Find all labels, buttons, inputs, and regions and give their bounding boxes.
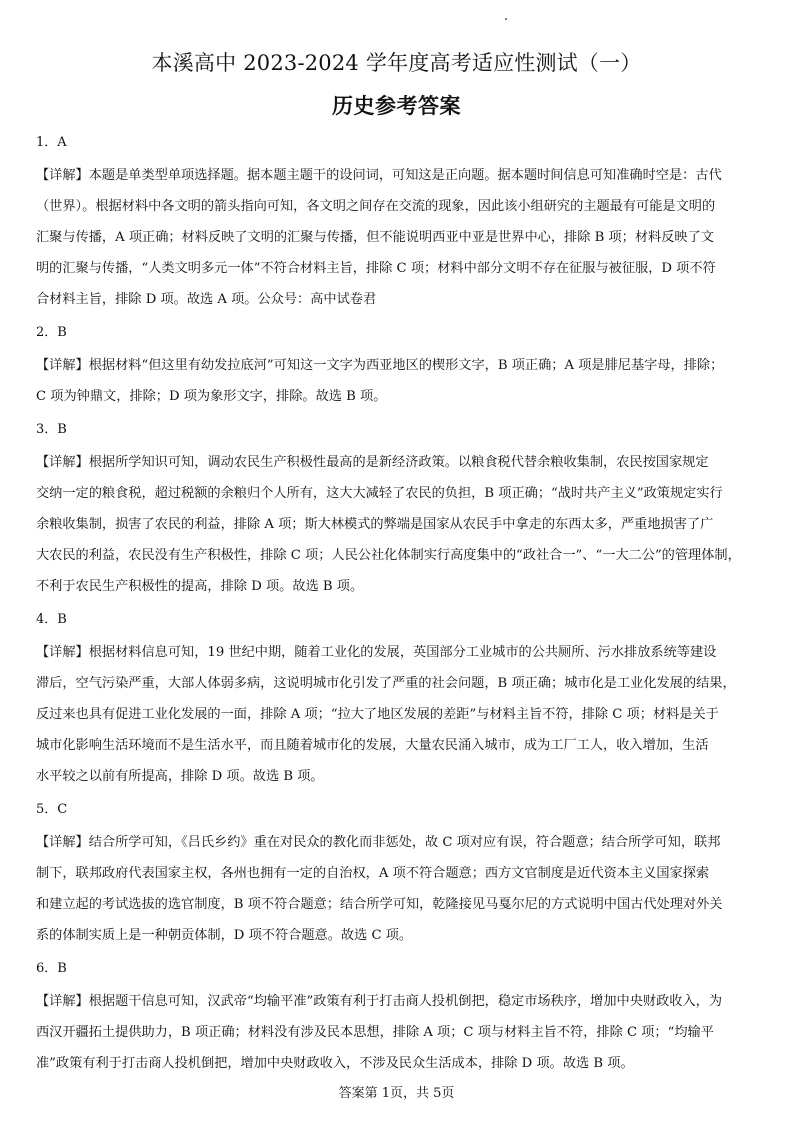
question-answer: 3．B <box>36 422 67 437</box>
explanation-line: 余粮收集制，损害了农民的利益，排除 A 项；斯大林模式的弊端是国家从农民手中拿走的东西太多，严重地损害了广 <box>36 517 714 532</box>
explanation-line: 系的体制实质上是一种朝贡体制，D 项不符合题意。故选 C 项。 <box>36 928 413 943</box>
question-answer: 4．B <box>36 612 67 627</box>
question-block-4 <box>36 610 760 792</box>
explanation-line: 西汉开疆拓土提供助力，B 项正确；材料没有涉及民本思想，排除 A 项；C 项与材料主旨不符，排除 C 项；“均输平 <box>36 1025 714 1040</box>
answers-content <box>36 133 760 1079</box>
explanation-line: 反过来也具有促进工业化发展的一面，排除 A 项；“拉大了地区发展的差距”与材料主旨不符，排除 C 项；材料是关于 <box>36 707 719 722</box>
explanation-line: 【详解】根据所学知识可知，调动农民生产积极性最高的是新经济政策。以粮食税代替余粮收集制，农民按国家规定 <box>36 455 709 470</box>
question-block-1 <box>36 133 760 315</box>
page-subtitle: 历史参考答案 <box>332 94 461 118</box>
explanation-line: 【详解】结合所学可知，《吕氏乡约》重在对民众的教化而非惩处，故 C 项对应有误，符合题意；结合所学可知，联邦 <box>36 835 721 850</box>
question-block-2 <box>36 323 760 412</box>
explanation-line: 汇聚与传播，A 项正确；材料反映了文明的汇聚与传播，但不能说明西亚中亚是世界中心，排除 B 项；材料反映了文 <box>36 230 714 245</box>
question-answer: 2．B <box>36 325 67 340</box>
explanation-line: 【详解】根据材料信息可知，19 世纪中期，随着工业化的发展，英国部分工业城市的公共厕所、污水排放系统等建设 <box>36 645 717 660</box>
explanation-line: 准”政策有利于打击商人投机倒把，增加中央财政收入，不涉及民众生活成本，排除 D 项。故选 B 项。 <box>36 1056 634 1071</box>
explanation-line: 大农民的利益，农民没有生产积极性，排除 C 项；人民公社化体制实行高度集中的“政社合一”、“一大二公”的管理体制， <box>36 548 741 563</box>
question-answer: 6．B <box>36 961 67 976</box>
question-answer: 1．A <box>36 135 67 150</box>
explanation-line: 和建立起的考试选拔的选官制度，B 项不符合题意；结合所学可知，乾隆接见马戛尔尼的方式说明中国古代处理对外关 <box>36 897 723 912</box>
scan-dot <box>505 18 507 20</box>
explanation-line: 水平较之以前有所提高，排除 D 项。故选 B 项。 <box>36 769 324 784</box>
explanation-line: 不利于农民生产积极性的提高，排除 D 项。故选 B 项。 <box>36 579 364 594</box>
explanation-line: 明的汇聚与传播，“人类文明多元一体”不符合材料主旨，排除 C 项；材料中部分文明不存在征服与被征服，D 项不符 <box>36 261 716 276</box>
explanation-line: 合材料主旨，排除 D 项。故选 A 项。公众号：高中试卷君 <box>36 292 377 307</box>
question-block-5 <box>36 800 760 951</box>
explanation-line: 【详解】根据材料“但这里有幼发拉底河”可知这一文字为西亚地区的楔形文字，B 项正确；A 项是腓尼基字母，排除； <box>36 358 724 373</box>
question-answer: 5．C <box>36 802 68 817</box>
explanation-line: 【详解】根据题干信息可知，汉武帝“均输平准”政策有利于打击商人投机倒把，稳定市场秩序，增加中央财政收入，为 <box>36 994 723 1009</box>
explanation-line: 制下，联邦政府代表国家主权，各州也拥有一定的自治权，A 项不符合题意；西方文官制度是近代资本主义国家探索 <box>36 866 710 881</box>
explanation-line: C 项为钟鼎文，排除；D 项为象形文字，排除。故选 B 项。 <box>36 389 387 404</box>
explanation-line: 城市化影响生活环境而不是生活水平，而且随着城市化的发展，大量农民涌入城市，成为工厂工人，收入增加，生活 <box>36 738 709 753</box>
explanation-line: 【详解】本题是单类型单项选择题。据本题主题干的设问词，可知这是正向题。据本题时间信息可知准确时空是：古代 <box>36 168 722 183</box>
question-block-6 <box>36 959 760 1079</box>
question-block-3 <box>36 420 760 602</box>
explanation-line: （世界）。根据材料中各文明的箭头指向可知，各文明之间存在交流的现象，因此该小组研究的主题最有可能是文明的 <box>36 199 716 214</box>
page-title: 本溪高中 2023-2024 学年度高考适应性测试（一） <box>151 51 642 75</box>
explanation-line: 交纳一定的粮食税，超过税额的余粮归个人所有，这大大减轻了农民的负担，B 项正确；“战时共产主义”政策规定实行 <box>36 486 723 501</box>
explanation-line: 滞后，空气污染严重，大部人体弱多病，这说明城市化引发了严重的社会问题，B 项正确；城市化是工业化发展的结果， <box>36 676 736 691</box>
page-footer: 答案第 1页，共 5页 <box>338 1086 455 1101</box>
